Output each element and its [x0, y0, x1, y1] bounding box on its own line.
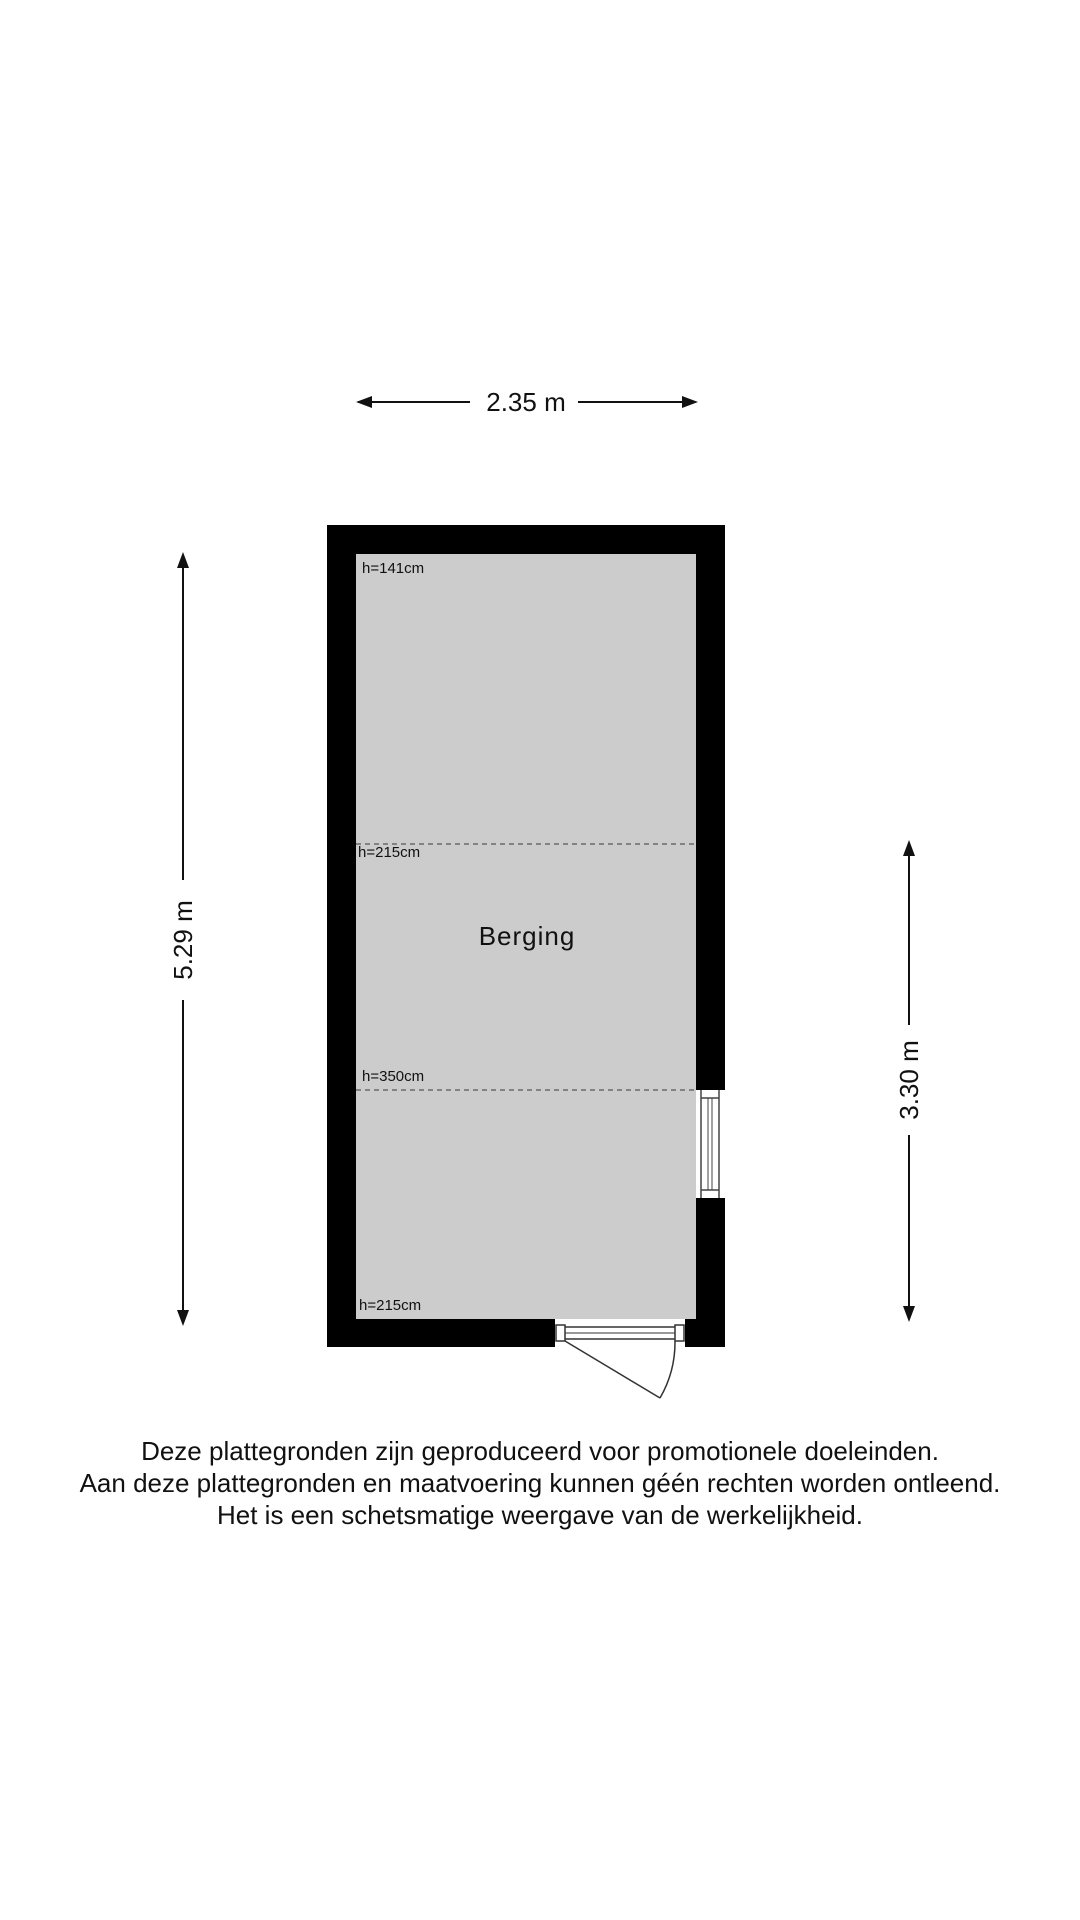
arrow-left-icon	[356, 396, 372, 408]
window	[701, 1090, 719, 1198]
depth-dimension	[168, 552, 198, 1326]
side-label: 3.30 m	[894, 1040, 924, 1120]
arrow-down-icon	[177, 1310, 189, 1326]
ceiling-height-label: h=141cm	[362, 560, 425, 577]
arrow-up-icon	[903, 840, 915, 856]
disclaimer-line: Deze plattegronden zijn geproduceerd voor promotionele doeleinden.	[141, 1436, 939, 1466]
disclaimer-line: Het is een schetsmatige weergave van de werkelijkheid.	[216, 1500, 863, 1530]
door-leaf	[565, 1341, 660, 1398]
ceiling-height-label: h=215cm	[359, 1297, 422, 1314]
width-dimension	[356, 387, 698, 417]
side-dimension	[894, 840, 924, 1322]
room-name: Berging	[478, 921, 576, 951]
depth-label: 5.29 m	[168, 900, 198, 980]
disclaimer-line: Aan deze plattegronden en maatvoering kunnen géén rechten worden ontleend.	[79, 1468, 1001, 1498]
width-label: 2.35 m	[486, 387, 566, 417]
arrow-up-icon	[177, 552, 189, 568]
door	[555, 1319, 685, 1398]
ceiling-height-label: h=350cm	[362, 1068, 425, 1085]
ceiling-height-label: h=215cm	[358, 844, 421, 861]
arrow-down-icon	[903, 1306, 915, 1322]
door-swing-arc	[660, 1341, 675, 1398]
disclaimer	[0, 1435, 1080, 1531]
arrow-right-icon	[682, 396, 698, 408]
